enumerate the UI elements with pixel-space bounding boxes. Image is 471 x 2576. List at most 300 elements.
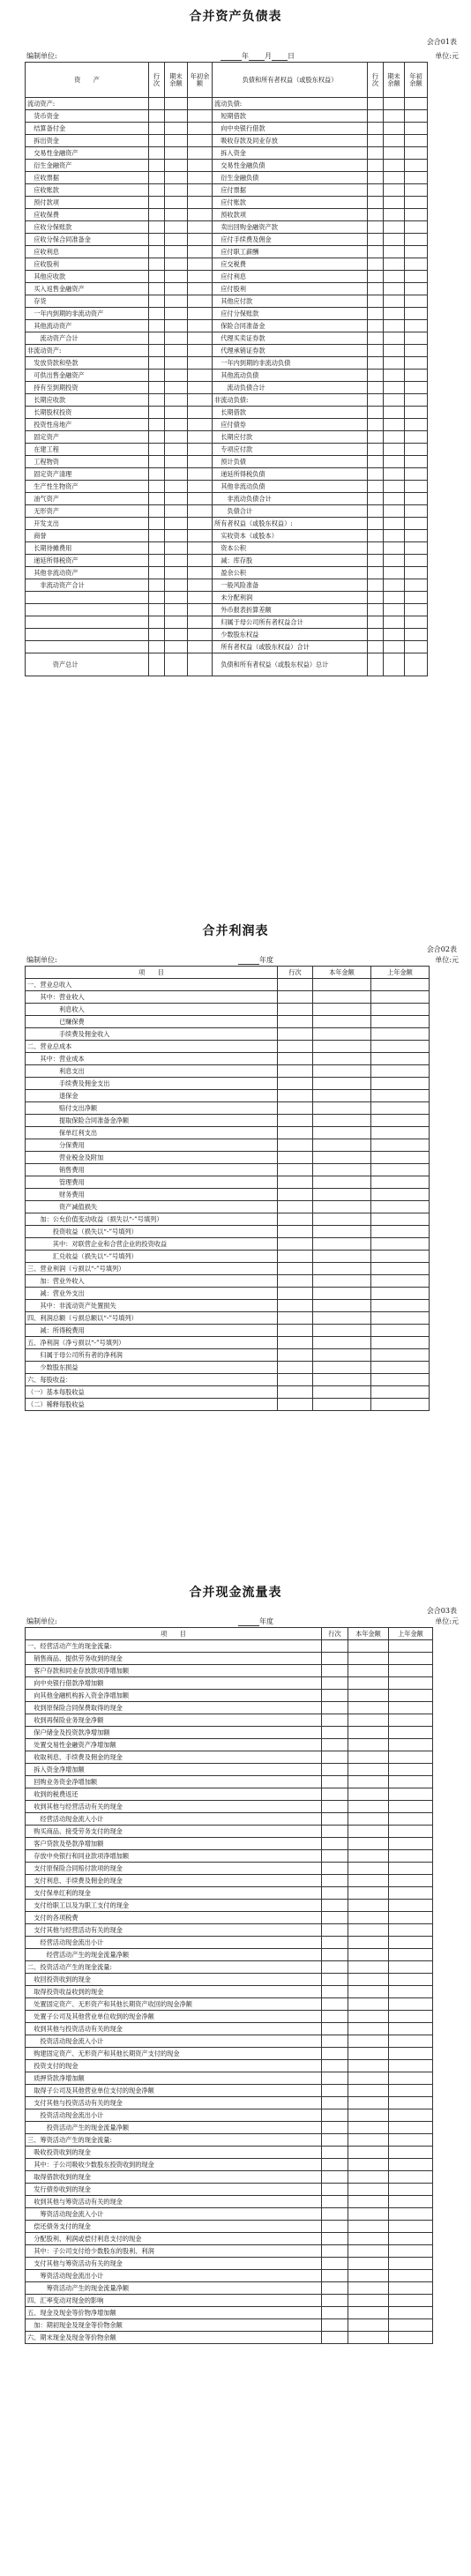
row-no-cell[interactable]	[278, 1275, 313, 1288]
row-no-cell[interactable]	[278, 1028, 313, 1041]
asset-begin-balance-cell[interactable]	[188, 518, 213, 530]
prior-year-cell[interactable]	[389, 2208, 433, 2221]
asset-begin-balance-cell[interactable]	[188, 221, 213, 234]
row-no-cell[interactable]	[322, 1801, 348, 1813]
prior-year-cell[interactable]	[389, 1653, 433, 1665]
liability-begin-balance-cell[interactable]	[405, 579, 428, 592]
asset-begin-balance-cell[interactable]	[188, 616, 213, 629]
row-no-cell[interactable]	[322, 2307, 348, 2319]
asset-begin-balance-cell[interactable]	[188, 320, 213, 332]
current-year-cell[interactable]	[348, 1690, 389, 1702]
asset-row-no[interactable]	[149, 505, 165, 518]
asset-row-no[interactable]	[149, 382, 165, 394]
row-no-cell[interactable]	[322, 2332, 348, 2344]
asset-end-balance-cell[interactable]	[165, 505, 188, 518]
current-year-cell[interactable]	[348, 1665, 389, 1677]
prior-year-cell[interactable]	[389, 1875, 433, 1887]
liability-end-balance-cell[interactable]	[384, 542, 405, 555]
asset-begin-balance-cell[interactable]	[188, 567, 213, 579]
asset-begin-balance-cell[interactable]	[188, 110, 213, 123]
row-no-cell[interactable]	[278, 1041, 313, 1053]
current-year-cell[interactable]	[313, 1238, 371, 1251]
prior-year-cell[interactable]	[371, 1078, 430, 1090]
prior-year-cell[interactable]	[371, 1041, 430, 1053]
liability-begin-balance-cell[interactable]	[405, 407, 428, 419]
liability-begin-balance-cell[interactable]	[405, 468, 428, 481]
row-no-cell[interactable]	[322, 1900, 348, 1912]
asset-end-balance-cell[interactable]	[165, 221, 188, 234]
prior-year-cell[interactable]	[389, 1665, 433, 1677]
row-no-cell[interactable]	[278, 979, 313, 991]
liability-row-no[interactable]	[368, 604, 384, 616]
current-year-cell[interactable]	[348, 1702, 389, 1714]
current-year-cell[interactable]	[348, 1937, 389, 1949]
asset-begin-balance-cell[interactable]	[188, 135, 213, 147]
prior-year-cell[interactable]	[389, 1764, 433, 1776]
liability-row-no[interactable]	[368, 419, 384, 431]
row-no-cell[interactable]	[322, 1653, 348, 1665]
liability-end-balance-cell[interactable]	[384, 221, 405, 234]
current-year-cell[interactable]	[348, 1998, 389, 2011]
asset-row-no[interactable]	[149, 530, 165, 542]
prior-year-cell[interactable]	[389, 1677, 433, 1690]
current-year-cell[interactable]	[348, 1924, 389, 1937]
current-year-cell[interactable]	[348, 1739, 389, 1751]
liability-end-balance-cell[interactable]	[384, 444, 405, 456]
liability-row-no[interactable]	[368, 616, 384, 629]
asset-begin-balance-cell[interactable]	[188, 123, 213, 135]
prior-year-cell[interactable]	[389, 1937, 433, 1949]
asset-end-balance-cell[interactable]	[165, 271, 188, 283]
liability-row-no[interactable]	[368, 444, 384, 456]
liability-begin-balance-cell[interactable]	[405, 147, 428, 160]
asset-end-balance-cell[interactable]	[165, 283, 188, 295]
asset-row-no[interactable]	[149, 653, 165, 676]
prior-year-cell[interactable]	[389, 1863, 433, 1875]
row-no-cell[interactable]	[278, 1226, 313, 1238]
liability-end-balance-cell[interactable]	[384, 123, 405, 135]
prior-year-cell[interactable]	[371, 1275, 430, 1288]
asset-begin-balance-cell[interactable]	[188, 357, 213, 370]
current-year-cell[interactable]	[313, 1090, 371, 1102]
prior-year-cell[interactable]	[371, 1362, 430, 1374]
asset-begin-balance-cell[interactable]	[188, 98, 213, 110]
liability-row-no[interactable]	[368, 493, 384, 505]
asset-end-balance-cell[interactable]	[165, 653, 188, 676]
asset-row-no[interactable]	[149, 481, 165, 493]
liability-begin-balance-cell[interactable]	[405, 518, 428, 530]
liability-begin-balance-cell[interactable]	[405, 258, 428, 271]
row-no-cell[interactable]	[278, 1263, 313, 1275]
row-no-cell[interactable]	[322, 1751, 348, 1764]
asset-begin-balance-cell[interactable]	[188, 456, 213, 468]
prior-year-cell[interactable]	[389, 1801, 433, 1813]
liability-end-balance-cell[interactable]	[384, 271, 405, 283]
liability-end-balance-cell[interactable]	[384, 147, 405, 160]
current-year-cell[interactable]	[313, 1016, 371, 1028]
row-no-cell[interactable]	[322, 2011, 348, 2023]
prior-year-cell[interactable]	[389, 2282, 433, 2295]
asset-row-no[interactable]	[149, 555, 165, 567]
row-no-cell[interactable]	[278, 1374, 313, 1386]
row-no-cell[interactable]	[278, 1164, 313, 1176]
current-year-cell[interactable]	[313, 1325, 371, 1337]
current-year-cell[interactable]	[348, 1788, 389, 1801]
current-year-cell[interactable]	[313, 1065, 371, 1078]
asset-row-no[interactable]	[149, 493, 165, 505]
asset-end-balance-cell[interactable]	[165, 641, 188, 653]
liability-row-no[interactable]	[368, 456, 384, 468]
liability-begin-balance-cell[interactable]	[405, 123, 428, 135]
current-year-cell[interactable]	[348, 1887, 389, 1900]
asset-begin-balance-cell[interactable]	[188, 160, 213, 172]
liability-row-no[interactable]	[368, 308, 384, 320]
asset-end-balance-cell[interactable]	[165, 184, 188, 197]
prior-year-cell[interactable]	[389, 1887, 433, 1900]
current-year-cell[interactable]	[348, 1912, 389, 1924]
asset-row-no[interactable]	[149, 419, 165, 431]
row-no-cell[interactable]	[322, 1838, 348, 1850]
asset-begin-balance-cell[interactable]	[188, 184, 213, 197]
liability-begin-balance-cell[interactable]	[405, 530, 428, 542]
asset-row-no[interactable]	[149, 283, 165, 295]
asset-end-balance-cell[interactable]	[165, 345, 188, 357]
prior-year-cell[interactable]	[389, 1986, 433, 1998]
row-no-cell[interactable]	[322, 1665, 348, 1677]
current-year-cell[interactable]	[348, 2221, 389, 2233]
asset-begin-balance-cell[interactable]	[188, 493, 213, 505]
row-no-cell[interactable]	[278, 1139, 313, 1152]
prior-year-cell[interactable]	[371, 1288, 430, 1300]
liability-row-no[interactable]	[368, 468, 384, 481]
liability-end-balance-cell[interactable]	[384, 258, 405, 271]
row-no-cell[interactable]	[278, 1300, 313, 1312]
prior-year-cell[interactable]	[389, 1850, 433, 1863]
asset-begin-balance-cell[interactable]	[188, 332, 213, 345]
current-year-cell[interactable]	[348, 1813, 389, 1826]
row-no-cell[interactable]	[322, 1924, 348, 1937]
liability-begin-balance-cell[interactable]	[405, 444, 428, 456]
liability-end-balance-cell[interactable]	[384, 160, 405, 172]
liability-begin-balance-cell[interactable]	[405, 419, 428, 431]
row-no-cell[interactable]	[278, 1362, 313, 1374]
liability-begin-balance-cell[interactable]	[405, 295, 428, 308]
prior-year-cell[interactable]	[389, 1838, 433, 1850]
liability-begin-balance-cell[interactable]	[405, 308, 428, 320]
liability-begin-balance-cell[interactable]	[405, 197, 428, 209]
current-year-cell[interactable]	[348, 2307, 389, 2319]
row-no-cell[interactable]	[322, 1912, 348, 1924]
asset-end-balance-cell[interactable]	[165, 98, 188, 110]
current-year-cell[interactable]	[313, 1251, 371, 1263]
asset-row-no[interactable]	[149, 184, 165, 197]
asset-end-balance-cell[interactable]	[165, 234, 188, 246]
asset-end-balance-cell[interactable]	[165, 110, 188, 123]
asset-begin-balance-cell[interactable]	[188, 419, 213, 431]
row-no-cell[interactable]	[278, 1288, 313, 1300]
current-year-cell[interactable]	[348, 2085, 389, 2097]
asset-row-no[interactable]	[149, 616, 165, 629]
current-year-cell[interactable]	[348, 2332, 389, 2344]
liability-row-no[interactable]	[368, 320, 384, 332]
asset-begin-balance-cell[interactable]	[188, 394, 213, 407]
current-year-cell[interactable]	[348, 1949, 389, 1961]
asset-row-no[interactable]	[149, 320, 165, 332]
liability-end-balance-cell[interactable]	[384, 110, 405, 123]
asset-end-balance-cell[interactable]	[165, 444, 188, 456]
liability-end-balance-cell[interactable]	[384, 332, 405, 345]
asset-row-no[interactable]	[149, 98, 165, 110]
asset-end-balance-cell[interactable]	[165, 160, 188, 172]
liability-begin-balance-cell[interactable]	[405, 542, 428, 555]
prior-year-cell[interactable]	[389, 2122, 433, 2134]
asset-begin-balance-cell[interactable]	[188, 308, 213, 320]
current-year-cell[interactable]	[348, 1653, 389, 1665]
asset-end-balance-cell[interactable]	[165, 123, 188, 135]
row-no-cell[interactable]	[278, 1399, 313, 1411]
liability-begin-balance-cell[interactable]	[405, 135, 428, 147]
prior-year-cell[interactable]	[389, 1813, 433, 1826]
row-no-cell[interactable]	[322, 1961, 348, 1974]
liability-begin-balance-cell[interactable]	[405, 394, 428, 407]
liability-row-no[interactable]	[368, 135, 384, 147]
liability-end-balance-cell[interactable]	[384, 616, 405, 629]
asset-end-balance-cell[interactable]	[165, 320, 188, 332]
liability-row-no[interactable]	[368, 653, 384, 676]
asset-row-no[interactable]	[149, 135, 165, 147]
prior-year-cell[interactable]	[371, 979, 430, 991]
asset-row-no[interactable]	[149, 370, 165, 382]
asset-row-no[interactable]	[149, 197, 165, 209]
prior-year-cell[interactable]	[371, 1152, 430, 1164]
asset-begin-balance-cell[interactable]	[188, 604, 213, 616]
liability-row-no[interactable]	[368, 407, 384, 419]
current-year-cell[interactable]	[313, 1078, 371, 1090]
liability-row-no[interactable]	[368, 234, 384, 246]
asset-row-no[interactable]	[149, 641, 165, 653]
asset-row-no[interactable]	[149, 592, 165, 604]
liability-end-balance-cell[interactable]	[384, 283, 405, 295]
asset-begin-balance-cell[interactable]	[188, 295, 213, 308]
prior-year-cell[interactable]	[389, 2072, 433, 2085]
liability-begin-balance-cell[interactable]	[405, 493, 428, 505]
prior-year-cell[interactable]	[371, 1399, 430, 1411]
liability-end-balance-cell[interactable]	[384, 592, 405, 604]
row-no-cell[interactable]	[322, 1677, 348, 1690]
current-year-cell[interactable]	[313, 1399, 371, 1411]
asset-row-no[interactable]	[149, 308, 165, 320]
row-no-cell[interactable]	[322, 2097, 348, 2109]
row-no-cell[interactable]	[322, 2295, 348, 2307]
liability-row-no[interactable]	[368, 579, 384, 592]
asset-end-balance-cell[interactable]	[165, 147, 188, 160]
asset-row-no[interactable]	[149, 456, 165, 468]
row-no-cell[interactable]	[322, 2072, 348, 2085]
prior-year-cell[interactable]	[389, 2097, 433, 2109]
liability-end-balance-cell[interactable]	[384, 555, 405, 567]
prior-year-cell[interactable]	[389, 2171, 433, 2184]
liability-end-balance-cell[interactable]	[384, 653, 405, 676]
current-year-cell[interactable]	[348, 2245, 389, 2258]
prior-year-cell[interactable]	[371, 1300, 430, 1312]
liability-begin-balance-cell[interactable]	[405, 456, 428, 468]
current-year-cell[interactable]	[348, 2048, 389, 2060]
asset-begin-balance-cell[interactable]	[188, 530, 213, 542]
current-year-cell[interactable]	[348, 1863, 389, 1875]
prior-year-cell[interactable]	[389, 2319, 433, 2332]
asset-row-no[interactable]	[149, 160, 165, 172]
liability-begin-balance-cell[interactable]	[405, 357, 428, 370]
prior-year-cell[interactable]	[371, 1238, 430, 1251]
liability-row-no[interactable]	[368, 641, 384, 653]
prior-year-cell[interactable]	[371, 1164, 430, 1176]
row-no-cell[interactable]	[322, 2085, 348, 2097]
asset-begin-balance-cell[interactable]	[188, 246, 213, 258]
asset-row-no[interactable]	[149, 468, 165, 481]
asset-end-balance-cell[interactable]	[165, 135, 188, 147]
liability-row-no[interactable]	[368, 555, 384, 567]
prior-year-cell[interactable]	[389, 2295, 433, 2307]
prior-year-cell[interactable]	[389, 1826, 433, 1838]
prior-year-cell[interactable]	[389, 1961, 433, 1974]
current-year-cell[interactable]	[348, 2072, 389, 2085]
prior-year-cell[interactable]	[389, 2159, 433, 2171]
asset-end-balance-cell[interactable]	[165, 172, 188, 184]
prior-year-cell[interactable]	[389, 1949, 433, 1961]
current-year-cell[interactable]	[348, 2184, 389, 2196]
current-year-cell[interactable]	[348, 1986, 389, 1998]
row-no-cell[interactable]	[322, 1887, 348, 1900]
prior-year-cell[interactable]	[389, 2258, 433, 2270]
asset-begin-balance-cell[interactable]	[188, 370, 213, 382]
liability-row-no[interactable]	[368, 283, 384, 295]
liability-end-balance-cell[interactable]	[384, 518, 405, 530]
prior-year-cell[interactable]	[389, 1714, 433, 1727]
row-no-cell[interactable]	[322, 1640, 348, 1653]
row-no-cell[interactable]	[322, 1788, 348, 1801]
prior-year-cell[interactable]	[389, 2023, 433, 2035]
row-no-cell[interactable]	[322, 2282, 348, 2295]
liability-end-balance-cell[interactable]	[384, 357, 405, 370]
liability-row-no[interactable]	[368, 567, 384, 579]
current-year-cell[interactable]	[313, 1201, 371, 1213]
liability-end-balance-cell[interactable]	[384, 98, 405, 110]
current-year-cell[interactable]	[313, 1300, 371, 1312]
row-no-cell[interactable]	[322, 1998, 348, 2011]
row-no-cell[interactable]	[322, 2035, 348, 2048]
current-year-cell[interactable]	[313, 1288, 371, 1300]
asset-end-balance-cell[interactable]	[165, 308, 188, 320]
liability-end-balance-cell[interactable]	[384, 481, 405, 493]
liability-end-balance-cell[interactable]	[384, 209, 405, 221]
asset-end-balance-cell[interactable]	[165, 542, 188, 555]
current-year-cell[interactable]	[313, 1189, 371, 1201]
asset-end-balance-cell[interactable]	[165, 394, 188, 407]
asset-row-no[interactable]	[149, 332, 165, 345]
asset-begin-balance-cell[interactable]	[188, 209, 213, 221]
current-year-cell[interactable]	[313, 1275, 371, 1288]
liability-begin-balance-cell[interactable]	[405, 110, 428, 123]
row-no-cell[interactable]	[322, 1949, 348, 1961]
current-year-cell[interactable]	[313, 1349, 371, 1362]
liability-row-no[interactable]	[368, 394, 384, 407]
prior-year-cell[interactable]	[371, 1090, 430, 1102]
row-no-cell[interactable]	[278, 1004, 313, 1016]
prior-year-cell[interactable]	[371, 1226, 430, 1238]
current-year-cell[interactable]	[348, 1875, 389, 1887]
asset-end-balance-cell[interactable]	[165, 370, 188, 382]
prior-year-cell[interactable]	[389, 2085, 433, 2097]
asset-row-no[interactable]	[149, 345, 165, 357]
asset-row-no[interactable]	[149, 234, 165, 246]
current-year-cell[interactable]	[348, 1974, 389, 1986]
liability-end-balance-cell[interactable]	[384, 407, 405, 419]
liability-begin-balance-cell[interactable]	[405, 160, 428, 172]
row-no-cell[interactable]	[322, 2319, 348, 2332]
current-year-cell[interactable]	[348, 1677, 389, 1690]
prior-year-cell[interactable]	[371, 1263, 430, 1275]
current-year-cell[interactable]	[348, 2282, 389, 2295]
asset-end-balance-cell[interactable]	[165, 382, 188, 394]
current-year-cell[interactable]	[313, 1374, 371, 1386]
liability-row-no[interactable]	[368, 209, 384, 221]
prior-year-cell[interactable]	[389, 1974, 433, 1986]
prior-year-cell[interactable]	[389, 2332, 433, 2344]
row-no-cell[interactable]	[322, 2109, 348, 2122]
liability-end-balance-cell[interactable]	[384, 567, 405, 579]
prior-year-cell[interactable]	[389, 2035, 433, 2048]
row-no-cell[interactable]	[278, 1201, 313, 1213]
current-year-cell[interactable]	[348, 2196, 389, 2208]
asset-begin-balance-cell[interactable]	[188, 172, 213, 184]
liability-end-balance-cell[interactable]	[384, 604, 405, 616]
asset-end-balance-cell[interactable]	[165, 530, 188, 542]
current-year-cell[interactable]	[313, 1041, 371, 1053]
asset-row-no[interactable]	[149, 123, 165, 135]
row-no-cell[interactable]	[322, 1850, 348, 1863]
liability-row-no[interactable]	[368, 505, 384, 518]
prior-year-cell[interactable]	[389, 1998, 433, 2011]
liability-end-balance-cell[interactable]	[384, 530, 405, 542]
row-no-cell[interactable]	[322, 2184, 348, 2196]
row-no-cell[interactable]	[278, 1176, 313, 1189]
liability-begin-balance-cell[interactable]	[405, 481, 428, 493]
current-year-cell[interactable]	[348, 2270, 389, 2282]
liability-row-no[interactable]	[368, 160, 384, 172]
prior-year-cell[interactable]	[389, 1776, 433, 1788]
liability-end-balance-cell[interactable]	[384, 295, 405, 308]
liability-begin-balance-cell[interactable]	[405, 505, 428, 518]
current-year-cell[interactable]	[348, 1801, 389, 1813]
current-year-cell[interactable]	[348, 2233, 389, 2245]
asset-begin-balance-cell[interactable]	[188, 653, 213, 676]
liability-end-balance-cell[interactable]	[384, 135, 405, 147]
current-year-cell[interactable]	[313, 1102, 371, 1115]
current-year-cell[interactable]	[313, 991, 371, 1004]
liability-row-no[interactable]	[368, 542, 384, 555]
prior-year-cell[interactable]	[389, 1702, 433, 1714]
liability-row-no[interactable]	[368, 221, 384, 234]
liability-begin-balance-cell[interactable]	[405, 332, 428, 345]
current-year-cell[interactable]	[313, 1139, 371, 1152]
asset-begin-balance-cell[interactable]	[188, 468, 213, 481]
asset-begin-balance-cell[interactable]	[188, 345, 213, 357]
prior-year-cell[interactable]	[389, 1900, 433, 1912]
liability-end-balance-cell[interactable]	[384, 493, 405, 505]
current-year-cell[interactable]	[348, 2147, 389, 2159]
asset-begin-balance-cell[interactable]	[188, 481, 213, 493]
current-year-cell[interactable]	[313, 1386, 371, 1399]
